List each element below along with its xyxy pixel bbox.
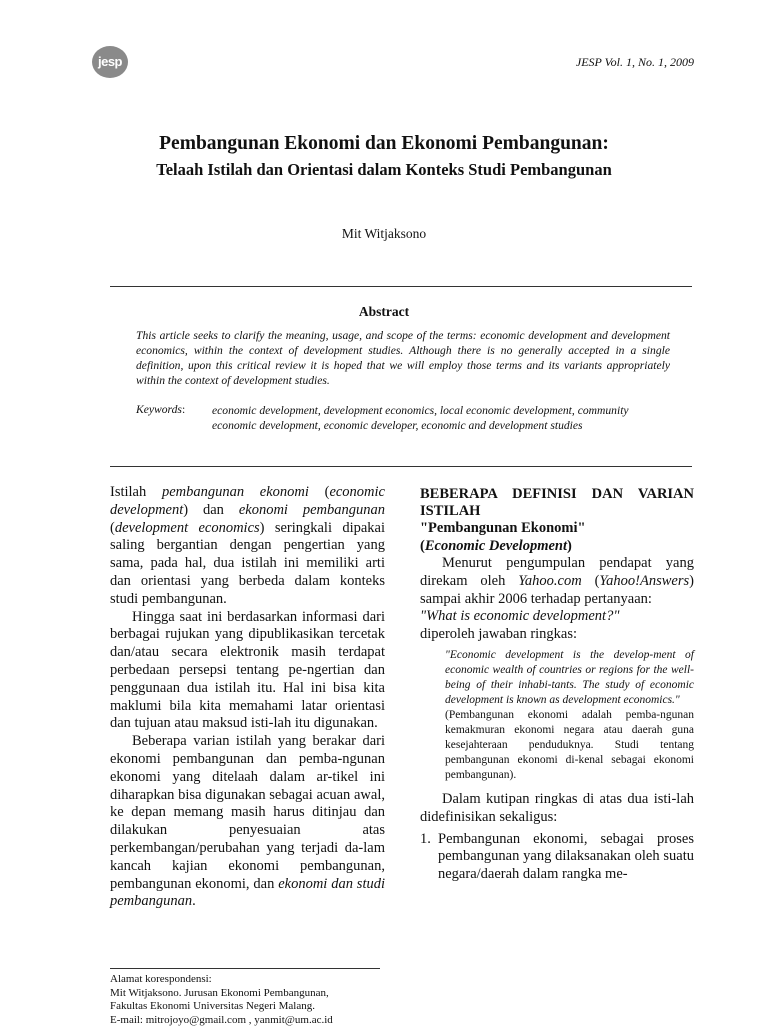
term-italic: ekonomi pembangunan <box>238 501 385 518</box>
paragraph-2: Hingga saat ini berdasarkan informasi dari berbagai rujukan yang dipublikasikan tercetak dan/atau secara elektronik masih terdapat perbedaan persepsi tentang pe-ngertian dan penggunaan dua istilah itu. Hal ini bisa kita maklumi bila kita memahami latar orientasi dan tujuan atau maksud isti-lah itu digunakan. <box>110 608 385 732</box>
text-run: ( <box>420 537 425 554</box>
term-italic: pembangunan ekonomi <box>161 484 309 500</box>
text-run: ( <box>110 519 115 536</box>
term-italic: economic development <box>110 484 385 518</box>
term-italic: Economic Development <box>424 537 567 554</box>
answer-intro: diperoleh jawaban ringkas: <box>420 626 578 643</box>
right-column <box>420 486 694 884</box>
footnote-line: Mit Witjaksono. Jurusan Ekonomi Pembangunan, <box>110 986 329 999</box>
paragraph-survey <box>420 555 694 608</box>
list-item-number: 1. <box>420 830 431 847</box>
text-run: ) seringkali dipakai saling bergantian dengan pengertian yang sama, pada hal, dua istilah ini memiliki arti dan orientasi yang berbeda dalam konteks studi pembangunan. <box>110 519 385 607</box>
section-heading: BEBERAPA DEFINISI DAN VARIAN ISTILAH <box>420 486 694 519</box>
text-run: . <box>192 893 196 910</box>
paragraph-definitions: Dalam kutipan ringkas di atas dua isti-lah didefinisikan sekaligus: <box>420 790 694 825</box>
footnote-line: Fakultas Ekonomi Universitas Negeri Malang. <box>110 1000 315 1013</box>
footnote <box>110 973 410 1027</box>
subsection-heading <box>420 520 694 555</box>
divider-bottom <box>110 466 692 467</box>
blockquote-english: "Economic development is the develop-ment of economic wealth of countries or regions for the well-being of their inhabi-tants. The study of economic development is known as development economics." <box>445 648 694 706</box>
text-run: Istilah <box>110 484 162 500</box>
keywords-label <box>136 403 185 416</box>
text-run: ) <box>567 537 572 554</box>
text-run: Beberapa varian istilah yang berakar dari ekonomi pembangunan dan pemba-ngunan ekonomi yang ditelaah dalam ar-tikel ini diharapkan bisa digunakan sebagai acuan awal, ke depan memang masih harus ditinjau dan dilakukan penyesuaian atas perkembangan/perubahan yang terjadi da-lam kancah kajian ekonomi pembangunan, pembangunan ekonomi, dan <box>110 733 385 892</box>
keywords-label-text: Keywords <box>136 403 182 416</box>
abstract-text: This article seeks to clarify the meaning, usage, and scope of the terms: economic development and development economics, within the context of development studies. Although there is no generally accepted in a single definition, upon this critical review it is hoped that we will employ those terms and its variants appropriately within the context of development studies. <box>136 329 670 387</box>
list-item-text: Pembangunan ekonomi, sebagai proses pembangunan yang dilaksanakan oleh suatu negara/daerah dalam rangka me- <box>438 830 694 883</box>
survey-question: "What is economic development?" <box>420 608 620 625</box>
left-column <box>110 484 385 911</box>
abstract-heading: Abstract <box>358 304 410 319</box>
blockquote-translation: (Pembangunan ekonomi adalah pemba-ngunan kemakmuran ekonomi negara atau daerah guna kesejahteraan penduduknya. Studi tentang pembangunan ekonomi di-kenal sebagai ekonomi pembangunan). <box>445 708 694 781</box>
term-italic: Yahoo!Answers <box>599 572 690 589</box>
article-subtitle: Telaah Istilah dan Orientasi dalam Konteks Studi Pembangunan <box>156 160 612 179</box>
footnote-divider <box>110 968 380 969</box>
text-run: Menurut pengumpulan pendapat yang direkam oleh <box>420 555 694 589</box>
keywords-label-colon: : <box>181 403 186 416</box>
text-run: ( <box>308 484 330 500</box>
term-italic: ekonomi dan studi pembangunan <box>110 875 386 910</box>
journal-logo-text: jesp <box>97 54 122 69</box>
text-run: ( <box>581 572 600 589</box>
blockquote <box>445 648 694 783</box>
footnote-label: Alamat korespondensi: <box>110 973 212 985</box>
list-item <box>420 831 694 884</box>
text-run: ) dan <box>183 501 239 518</box>
keywords-list: economic development, development economics, local economic development, community economic development, economic developer, economic and development studies <box>212 404 629 432</box>
journal-logo <box>92 46 128 78</box>
term-italic: development economics <box>114 519 260 536</box>
article-title: Pembangunan Ekonomi dan Ekonomi Pembangunan: <box>159 133 609 154</box>
paragraph-intro <box>110 484 385 609</box>
author-name: Mit Witjaksono <box>341 226 427 241</box>
text-run: ) sampai akhir 2006 terhadap pertanyaan: <box>420 572 694 607</box>
subsection-heading-line1: "Pembangunan Ekonomi" <box>420 520 586 536</box>
journal-reference: JESP Vol. 1, No. 1, 2009 <box>575 55 694 69</box>
divider-top <box>110 286 692 287</box>
footnote-email: E-mail: mitrojoyo@gmail.com , yanmit@um.ac.id <box>110 1013 333 1026</box>
term-italic: Yahoo.com <box>518 572 582 589</box>
paragraph-3 <box>110 733 385 911</box>
